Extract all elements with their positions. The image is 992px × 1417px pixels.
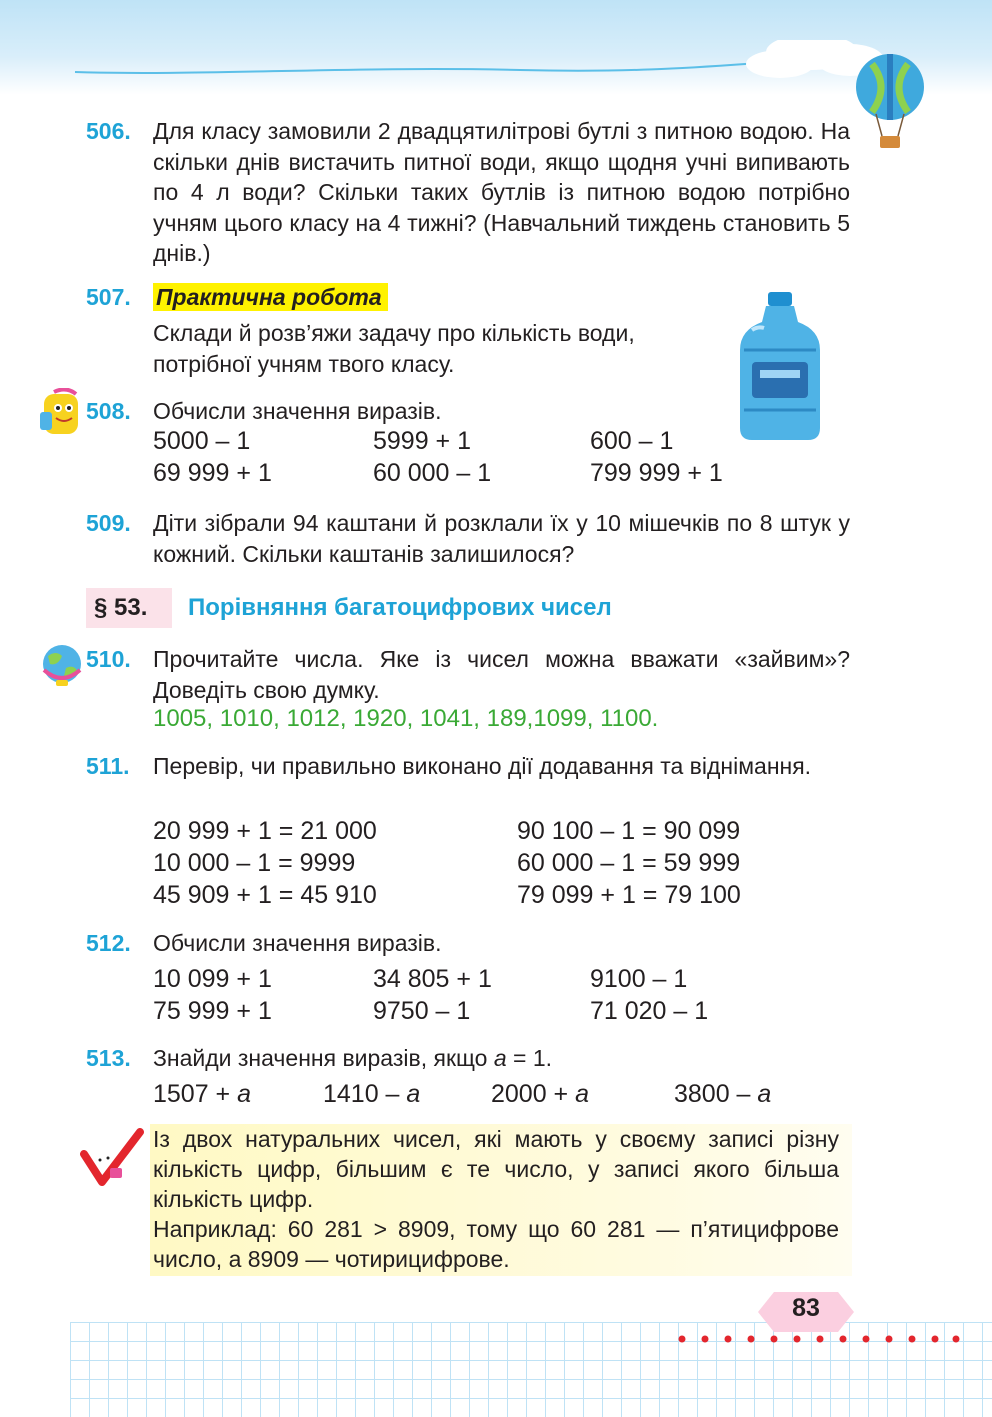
- globe-mascot-icon: [38, 642, 86, 688]
- expression: 1507 + a: [153, 1080, 252, 1108]
- equation: 79 099 + 1 = 79 100: [517, 881, 741, 909]
- number-sequence: 1005, 1010, 1012, 1920, 1041, 189,1099, 1100.: [153, 705, 659, 732]
- section-title: Порівняння багатоцифрових чисел: [188, 594, 612, 621]
- exercise-509-number: 509.: [86, 510, 131, 536]
- expression: 3800 – a: [674, 1080, 772, 1108]
- exercise-510-text: Прочитайте числа. Яке із чисел можна вважати «зайвим»? Доведіть свою думку.: [153, 646, 850, 703]
- exercise-508-text: Обчисли значення виразів.: [153, 398, 442, 424]
- exercise-506-text: Для класу замовили 2 двадцятилітрові бутлі з питною водою. На скільки днів вистачить питної води, якщо щодня учні випивають по 4 л води? Скільки таких бутлів із питною водою потрібно учням цього класу на 4 тижні? (Навчальний тиждень становить 5 днів.): [153, 118, 850, 266]
- expression: 69 999 + 1: [153, 459, 272, 487]
- expression: 9750 – 1: [373, 997, 471, 1025]
- practical-work-title: Практична робота: [153, 283, 388, 311]
- expression: 60 000 – 1: [373, 459, 492, 487]
- expression: 2000 + a: [491, 1080, 590, 1108]
- equation: 60 000 – 1 = 59 999: [517, 849, 741, 877]
- equation: 90 100 – 1 = 90 099: [517, 817, 741, 845]
- expression: 9100 – 1: [590, 965, 688, 993]
- dotted-line-decoration: [676, 1332, 966, 1346]
- sky-horizon-line: [0, 40, 992, 100]
- exercise-507-number: 507.: [86, 284, 131, 310]
- expression: 71 020 – 1: [590, 997, 709, 1025]
- equation: 20 999 + 1 = 21 000: [153, 817, 377, 845]
- exercise-512-number: 512.: [86, 930, 131, 956]
- exercise-513-text: Знайди значення виразів, якщо a = 1.: [153, 1045, 553, 1071]
- expression: 600 – 1: [590, 427, 674, 455]
- equation: 45 909 + 1 = 45 910: [153, 881, 377, 909]
- exercise-511-text: Перевір, чи правильно виконано дії додавання та віднімання.: [153, 753, 812, 779]
- exercise-508-number: 508.: [86, 398, 131, 424]
- checkmark-mascot-icon: [80, 1128, 144, 1186]
- hot-air-balloon-icon: [852, 52, 932, 152]
- rule-example: Наприклад: 60 281 > 8909, тому що 60 281 — п’ятицифрове число, а 8909 — чотирицифрове.: [153, 1216, 839, 1272]
- exercise-507-text: Склади й розв’яжи задачу про кількість води, потрібної учням твого класу.: [153, 320, 635, 377]
- expression: 75 999 + 1: [153, 997, 272, 1025]
- exercise-509-text: Діти зібрали 94 каштани й розклали їх у 10 мішечків по 8 штук у кожний. Скільки каштанів залишилося?: [153, 510, 850, 567]
- page-number: 83: [792, 1294, 820, 1322]
- expression: 5000 – 1: [153, 427, 251, 455]
- section-number: § 53.: [94, 594, 148, 621]
- exercise-510-number: 510.: [86, 646, 131, 672]
- expression: 34 805 + 1: [373, 965, 492, 993]
- expression: 5999 + 1: [373, 427, 472, 455]
- exercise-506-number: 506.: [86, 118, 131, 144]
- equation: 10 000 – 1 = 9999: [153, 849, 356, 877]
- backpack-mascot-icon: [36, 388, 88, 438]
- exercise-513-number: 513.: [86, 1045, 131, 1071]
- exercise-512-text: Обчисли значення виразів.: [153, 930, 442, 956]
- exercise-511-number: 511.: [86, 753, 130, 779]
- expression: 799 999 + 1: [590, 459, 723, 487]
- expression: 10 099 + 1: [153, 965, 272, 993]
- expression: 1410 – a: [323, 1080, 421, 1108]
- rule-text: Із двох натуральних чисел, які мають у своєму записі різну кількість цифр, більшим є те число, у записі якого більша кількість цифр.: [153, 1126, 839, 1212]
